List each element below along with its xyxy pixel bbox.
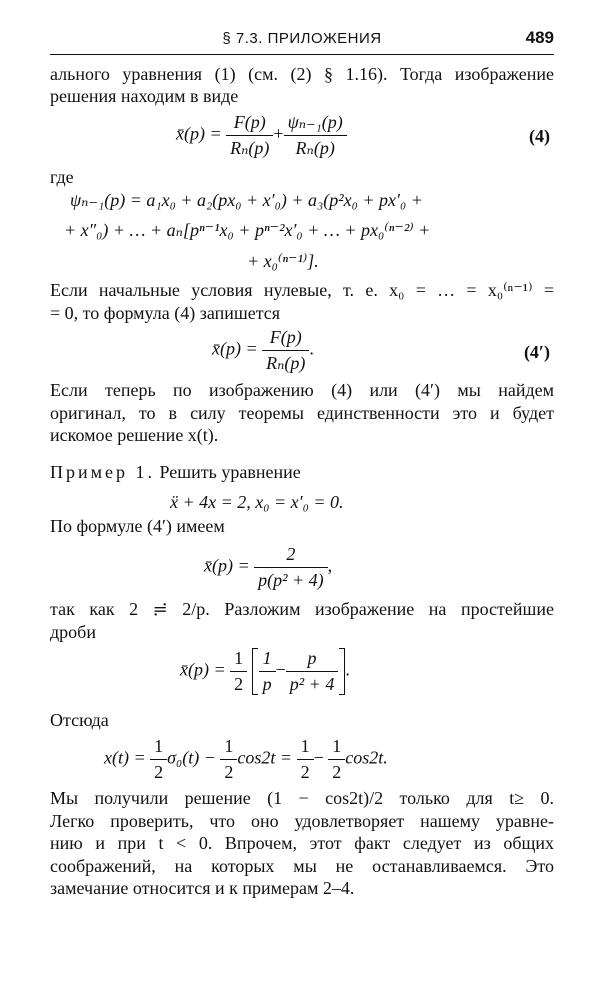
text-line: так как 2 ≓ 2/p. Разложим изображение на простейшие: [50, 599, 554, 619]
text-line: Легко проверить, что оно удовлетворяет нашему уравне-: [50, 811, 554, 831]
equation-4: x̄(p) = $\frac{F(p)}{\text{Rₙ(p)}}$ + $\frac{\text{ψₙ₋₁(p)}}{\text{Rₙ(p)}}$: [176, 112, 347, 159]
fraction: $\frac{F(p)}{\text{Rₙ(p)}}$: [226, 112, 273, 159]
equation-number: (4): [529, 126, 550, 146]
text-line: Мы получили решение (1 − cos2t)/2 только для t≥ 0.: [50, 788, 554, 808]
running-head: § 7.3. ПРИЛОЖЕНИЯ: [222, 30, 382, 47]
eq-lhs: x̄(p) =: [176, 123, 222, 144]
equation-4-prime: x̄(p) = $\frac{F(p)}{\text{Rₙ(p)}}$ .: [212, 327, 314, 373]
fraction: $\frac{1}{2}$: [297, 736, 314, 783]
text-line: = 0, то формула (4) запишется: [50, 303, 281, 323]
text-line: замечание относится и к примерам 2–4.: [50, 878, 355, 898]
fraction: $\frac{1}{p}$: [259, 648, 276, 695]
page-header: [50, 28, 554, 55]
fraction: $\frac{F(p)}{\text{Rₙ(p)}}$: [262, 327, 309, 374]
text-line: Если начальные условия нулевые, т. е. x₀ = … = x₀⁽ⁿ⁻¹⁾ =: [50, 280, 554, 300]
example-heading: [50, 462, 554, 483]
equation-image: x̄(p) = $\frac{2}{\text{p(p² + 4)}}$ ,: [204, 544, 333, 590]
psi-formula-line: ψₙ₋₁(p) = a₁x₀ + a₂(px₀ + x′₀) + a₃(p²x₀ + px′₀ +: [70, 190, 423, 210]
equation-solution: x(t) = $\frac{1}{2}$ σ₀(t) − $\frac{1}{2}$ cos2t = $\frac{1}{2}$ − $\frac{1}{2}$ cos2t.: [104, 736, 388, 782]
text-line: По формуле (4′) имеем: [50, 516, 225, 536]
psi-formula-line: + x₀⁽ⁿ⁻¹⁾].: [247, 251, 319, 271]
text-line: дроби: [50, 622, 96, 642]
text-line: Отсюда: [50, 710, 109, 730]
text-line: искомое решение x(t).: [50, 425, 219, 445]
fraction: $\frac{1}{2}$: [328, 736, 345, 783]
fraction: $\frac{\text{ψₙ₋₁(p)}}{\text{Rₙ(p)}}$: [284, 112, 347, 159]
example-equation: ẍ + 4x = 2, x₀ = x′₀ = 0.: [170, 492, 344, 512]
text-line: оригинал, то в силу теоремы единственности это и будет: [50, 403, 554, 423]
square-bracket: $\frac{1}{p}$ − $\frac{p}{\text{p² + 4}}$: [252, 648, 346, 695]
fraction: $\frac{1}{2}$: [220, 736, 237, 783]
text-line: соображений, на которых мы не останавливаемся. Это: [50, 856, 554, 876]
fraction: $\frac{p}{\text{p² + 4}}$: [286, 648, 339, 695]
psi-formula-line: + x″₀) + … + aₙ[pⁿ⁻¹x₀ + pⁿ⁻²x′₀ + … + px₀⁽ⁿ⁻²⁾ +: [64, 220, 431, 240]
text-line: нию и при t < 0. Впрочем, этот факт следует из общих: [50, 833, 554, 853]
equation-number: (4′): [523, 342, 550, 362]
text-line: решения находим в виде: [50, 86, 239, 106]
example-label: Пример 1.: [50, 462, 156, 482]
fraction: $\frac{2}{\text{p(p² + 4)}}$: [254, 544, 328, 591]
fraction: $\frac{1}{2}$: [230, 648, 247, 695]
text-line: Если теперь по изображению (4) или (4′) мы найдем: [50, 380, 554, 400]
fraction: $\frac{1}{2}$: [150, 736, 167, 783]
page-number: 489: [525, 28, 554, 47]
text-line: ального уравнения (1) (см. (2) § 1.16). Тогда изображение: [50, 64, 554, 84]
example-text: Решить уравнение: [159, 462, 301, 482]
text-line: где: [50, 167, 74, 187]
equation-partial-fractions: x̄(p) = $\frac{1}{2}$ $\frac{1}{p}$ − $\frac{p}{\text{p² + 4}}$ .: [180, 648, 350, 694]
